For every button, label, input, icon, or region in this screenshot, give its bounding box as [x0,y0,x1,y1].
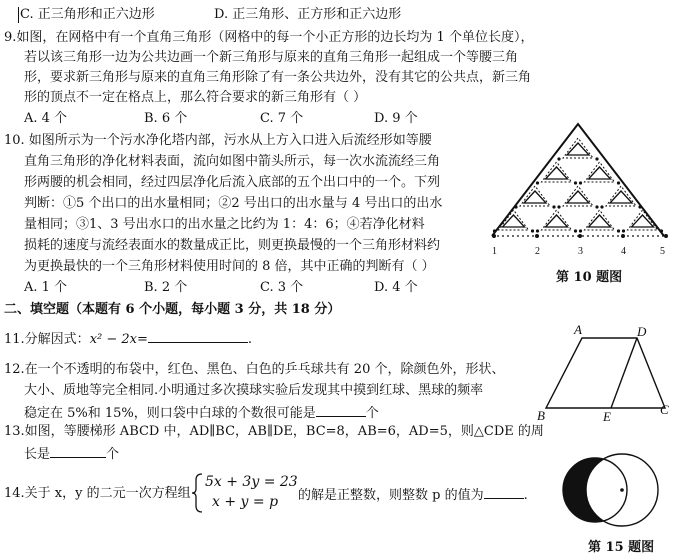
q12-line-1: 12.在一个不透明的布袋中，红色、黑色、白色的乒乓球共有 20 个，除颜色外，形状、 [4,362,505,377]
q8-option-c: C. 正三角形和正六边形 [20,7,155,22]
q10-line-7: 为更换最快的一个三角形材料使用时间的 8 倍，其中正确的判断有（ ） [24,259,435,274]
flow-dot [531,229,534,232]
q14-tail [298,486,528,504]
q10-line-4: 判断：①5 个出口的出水量相同；②2 号出口的出水量与 4 号出口的出水 [24,196,443,211]
q9-option-b: B. 6 个 [144,111,188,126]
q12-suffix: 个 [365,406,379,421]
triangle-material-layers [492,138,668,238]
outlet-dot [621,234,625,238]
outlet-label-3: 3 [578,246,583,257]
flow-dot [552,205,555,208]
q14-suffix: 的解是正整数，则整数 p 的值为 [298,488,484,503]
outlet-label-1: 1 [492,246,497,257]
q9-line-3: 形，要求新三角形与原来的直角三角形除了有一条公共边外，没有其它的公共点，新三角 [24,70,532,85]
q9-option-d: D. 9 个 [374,111,418,126]
label-E: E [603,409,611,424]
flow-dot [638,205,641,208]
q13-line-2 [24,445,119,463]
q10-option-d: D. 4 个 [374,280,418,295]
q12-line-3 [24,404,379,422]
q12-line-3-text: 稳定在 5%和 15%，则口袋中白球的个数很可能是 [24,406,316,421]
flow-dot [617,181,620,184]
flow-dot [595,205,598,208]
label-C: C [660,402,669,417]
q8-option-d: D. 正三角形、正方形和正六边形 [214,7,402,22]
outlet-label-4: 4 [621,246,626,257]
outlet-label-2: 2 [535,246,540,257]
q10-figure-caption: 第 10 题图 [556,270,623,285]
q14-end: . [523,488,528,503]
section-2-heading: 二、填空题（本题有 6 个小题，每小题 3 分，共 18 分） [4,302,341,317]
q10-line-1: 10. 如图所示为一个污水净化塔内部，污水从上方入口进入后流经形如等腰 [4,133,432,148]
q9-line-4: 形的顶点不一定在格点上，那么符合要求的新三角形有（ ） [24,90,367,105]
flow-dot [574,229,577,232]
q14-equation-2: x + y = p [212,494,279,510]
label-B: B [537,408,545,423]
purification-tower-figure [484,118,674,268]
flow-dot [579,181,582,184]
q9-option-c: C. 7 个 [260,111,304,126]
q10-line-6: 损耗的速度与流经表面水的数量成正比，则更换最慢的一个三角形材料约 [24,238,441,253]
flow-dot [557,157,560,160]
label-A: A [574,322,582,337]
q13-line-1: 13.如图，等腰梯形 ABCD 中，AD∥BC，AB∥DE，BC=8，AB=6，AD=5，则△CDE 的周 [4,424,544,439]
flow-dot [536,229,539,232]
flow-dot [574,181,577,184]
flow-dot [595,157,598,160]
q13-line-2-prefix: 长是 [24,447,51,462]
flow-dot [493,229,496,232]
label-D: D [637,324,647,339]
flow-dot [557,205,560,208]
q9-line-2: 若以该三角形一边为公共边画一个新三角形与原来的直角三角形一起组成一个等腰三角 [24,50,519,65]
q10-option-a: A. 1 个 [24,280,68,295]
q12-line-2: 大小、质地等完全相同.小明通过多次摸球实验后发现其中摸到红球、黑球的频率 [24,383,484,398]
q11-prefix: 11.分解因式： [4,332,90,347]
outlet-dot [492,234,496,238]
q11-answer-blank[interactable] [148,330,248,343]
flow-dot [514,205,517,208]
flow-dot [617,229,620,232]
q9-line-1: 9.如图，在网格中有一个直角三角形（网格中的每一个小正方形的边长均为 1 个单位长度）， [4,30,534,45]
flow-dot [536,181,539,184]
q14-prefix: 14.关于 x，y 的二元一次方程组 [4,486,191,501]
flow-dot [579,229,582,232]
q11-expression: x² − 2x= [89,332,148,347]
flow-dot [622,229,625,232]
flow-dot [660,229,663,232]
q12-answer-blank[interactable] [316,404,366,417]
outlet-dot [578,234,582,238]
q11 [4,330,252,348]
q10-line-2: 直角三角形的净化材料表面，流向如图中箭头所示，每一次水流流经三角 [24,154,441,169]
flow-dot [600,205,603,208]
q14-equation-1: 5x + 3y = 23 [205,474,298,490]
q10-line-3: 形两腰的机会相同，经过四层净化后流入底部的五个出口中的一个。下列 [24,175,441,190]
q9-option-a: A. 4 个 [24,111,68,126]
outlet-label-5: 5 [660,246,665,257]
brace-icon [190,472,204,514]
q14-answer-blank[interactable] [484,486,524,499]
q10-option-c: C. 3 个 [260,280,304,295]
trapezoid-figure [534,322,674,426]
q10-line-5: 量相同；③1、3 号出水口的出水量之比约为 1：4：6；④若净化材料 [24,217,425,232]
text-cursor [18,7,19,23]
outlet-dot [535,234,539,238]
q13-suffix: 个 [106,447,120,462]
q15-figure-caption: 第 15 题图 [588,540,655,555]
q11-suffix: . [247,332,253,347]
q13-answer-blank[interactable] [50,445,106,458]
circles-figure [550,448,674,538]
outlet-dot [664,234,668,238]
q10-option-b: B. 2 个 [144,280,188,295]
